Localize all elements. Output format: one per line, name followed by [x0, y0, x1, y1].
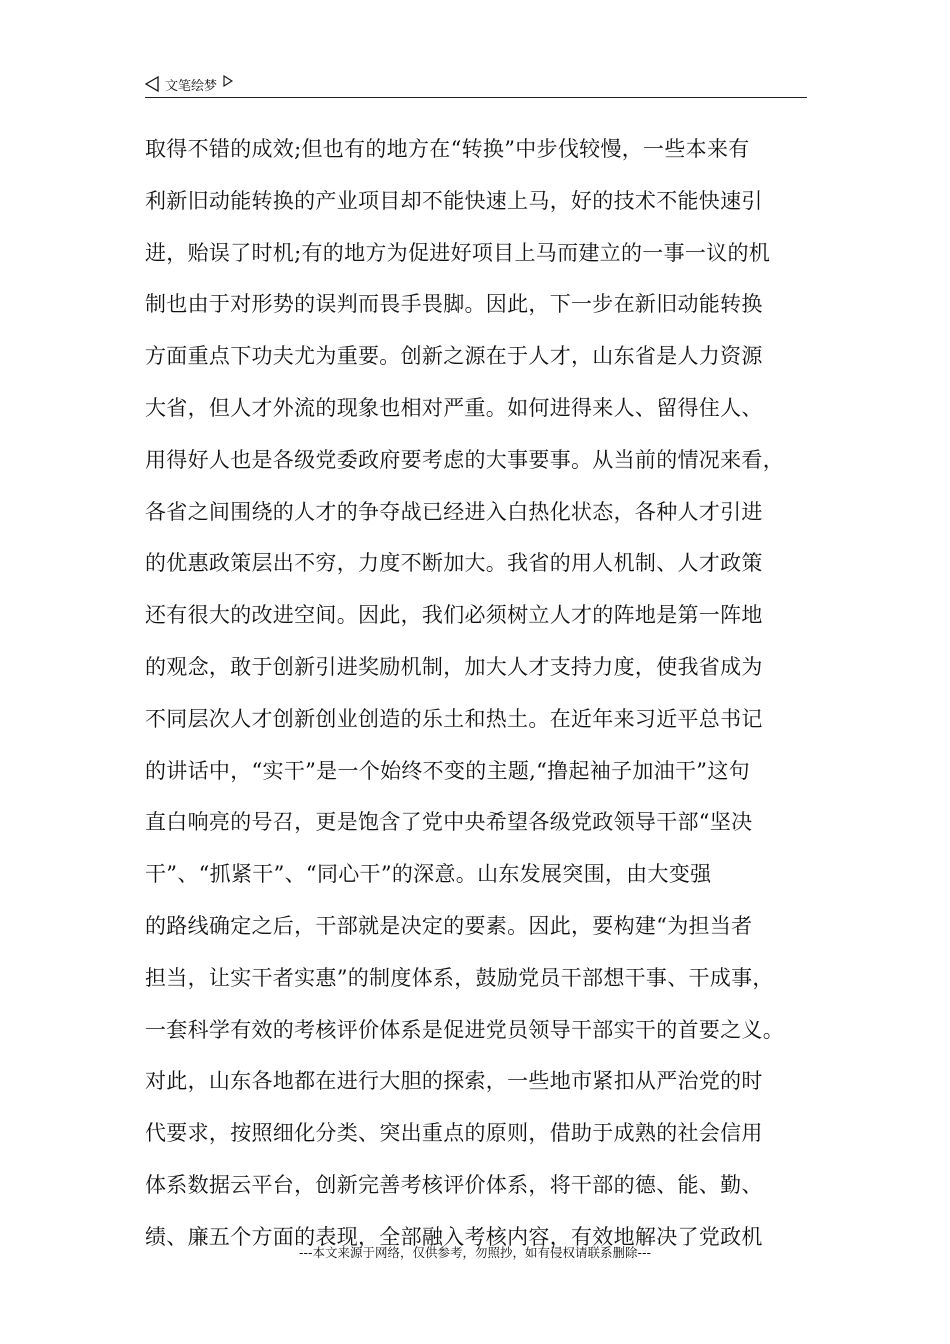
- body-line: 利新旧动能转换的产业项目却不能快速上马，好的技术不能快速引: [145, 188, 763, 213]
- body-line: 大省，但人才外流的现象也相对严重。如何进得来人、留得住人、: [145, 395, 763, 420]
- body-line: 绩、廉五个方面的表现，全部融入考核内容，有效地解决了党政机: [145, 1224, 763, 1249]
- header-brand: [145, 73, 233, 95]
- body-line: 体系数据云平台，创新完善考核评价体系，将干部的德、能、勤、: [145, 1172, 763, 1197]
- body-line: 直白响亮的号召，更是饱含了党中央希望各级党政领导干部“坚决: [145, 810, 753, 835]
- body-line: 的讲话中，“实干”是一个始终不变的主题,“撸起袖子加油干”这句: [145, 758, 750, 783]
- body-line: 的路线确定之后，干部就是决定的要素。因此，要构建“为担当者: [145, 913, 753, 938]
- body-line: 代要求，按照细化分类、突出重点的原则，借助于成熟的社会信用: [145, 1121, 763, 1146]
- header-brand-text: 文笔绘梦: [165, 78, 218, 94]
- body-line: 的优惠政策层出不穷，力度不断加大。我省的用人机制、人才政策: [145, 551, 763, 576]
- triangle-left-icon: [145, 76, 159, 92]
- body-line: 一套科学有效的考核评价体系是促进党员领导干部实干的首要之义。: [145, 1017, 784, 1042]
- body-line: 的观念，敢于创新引进奖励机制，加大人才支持力度，使我省成为: [145, 654, 763, 679]
- body-line: 进，贻误了时机;有的地方为促进好项目上马而建立的一事一议的机: [145, 240, 771, 265]
- body-line: 各省之间围绕的人才的争夺战已经进入白热化状态，各种人才引进: [145, 499, 763, 524]
- body-line: 对此，山东各地都在进行大胆的探索，一些地市紧扣从严治党的时: [145, 1069, 763, 1094]
- triangle-right-icon: [223, 75, 233, 87]
- body-line: 干”、“抓紧干”、“同心干”的深意。山东发展突围，由大变强: [145, 862, 712, 887]
- body-line: 不同层次人才创新创业创造的乐土和热土。在近年来习近平总书记: [145, 706, 763, 731]
- page-header: [145, 73, 807, 98]
- body-line: 制也由于对形势的误判而畏手畏脚。因此，下一步在新旧动能转换: [145, 292, 763, 317]
- body-line: 还有很大的改进空间。因此，我们必须树立人才的阵地是第一阵地: [145, 603, 763, 628]
- document-body: [145, 129, 815, 1269]
- body-line: 方面重点下功夫尤为重要。创新之源在于人才，山东省是人力资源: [145, 344, 763, 369]
- body-line: 取得不错的成效;但也有的地方在“转换”中步伐较慢，一些本来有: [145, 137, 750, 161]
- body-line: 用得好人也是各级党委政府要考虑的大事要事。从当前的情况来看，: [145, 447, 784, 472]
- body-line: 担当，让实干者实惠”的制度体系，鼓励党员干部想干事、干成事，: [145, 965, 774, 990]
- page-footer: ---本文来源于网络，仅供参考，勿照抄，如有侵权请联系删除---: [298, 1245, 652, 1260]
